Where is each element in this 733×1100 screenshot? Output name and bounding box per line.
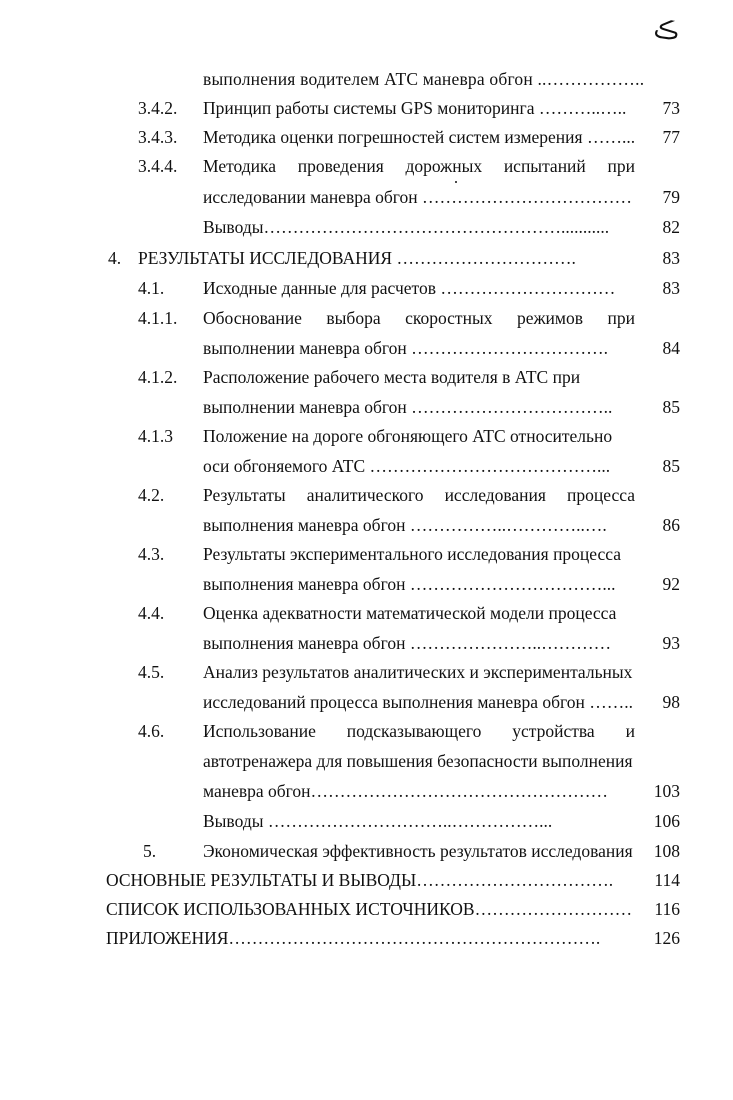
toc-number-4: 4. <box>108 248 122 268</box>
toc-word: скоростных <box>405 308 493 328</box>
toc-page-4: 83 <box>662 248 680 268</box>
toc-word: выбора <box>326 308 381 328</box>
toc-word: испытаний <box>503 156 586 176</box>
toc-title-4-6-continuation-2: маневра обгон…………………………………………… <box>203 781 609 801</box>
toc-title-4-5-continuation: исследований процесса выполнения маневра обгон …….. <box>203 692 633 712</box>
toc-title-4-2 <box>203 480 635 510</box>
toc-title-appendices: ПРИЛОЖЕНИЯ………………………………………………………. <box>106 928 601 948</box>
toc-number-4-5: 4.5. <box>138 662 165 682</box>
toc-title-references: СПИСОК ИСПОЛЬЗОВАННЫХ ИСТОЧНИКОВ……………………… <box>106 899 633 919</box>
toc-word: процесса <box>567 485 635 505</box>
toc-title-4-2-continuation: выполнения маневра обгон ……………..…………..…. <box>203 515 607 535</box>
toc-page-3-4-4: 79 <box>662 187 680 207</box>
toc-word: подсказывающего <box>346 721 482 741</box>
toc-word: и <box>625 721 635 741</box>
toc-number-3-4-3: 3.4.3. <box>138 127 178 147</box>
toc-number-4-1-3: 4.1.3 <box>138 426 173 446</box>
toc-word: исследования <box>444 485 546 505</box>
toc-line-3-4-1-continuation: выполнения водителем АТС маневра обгон ..…………….. <box>203 69 645 89</box>
toc-title-4-5: Анализ результатов аналитических и экспериментальных <box>203 662 633 682</box>
toc-page-appendices: 126 <box>653 928 680 948</box>
toc-number-4-6: 4.6. <box>138 721 165 741</box>
toc-word: дорожных <box>405 156 483 176</box>
toc-title-5: Экономическая эффективность результатов исследования <box>203 841 633 861</box>
toc-number-4-2: 4.2. <box>138 485 165 505</box>
toc-page-4-1-1: 84 <box>662 338 680 358</box>
toc-number-3-4-4: 3.4.4. <box>138 156 178 176</box>
toc-page-4-6: 103 <box>653 781 680 801</box>
toc-title-main-results: ОСНОВНЫЕ РЕЗУЛЬТАТЫ И ВЫВОДЫ……………………………. <box>106 870 614 890</box>
toc-word: Результаты <box>203 485 286 505</box>
toc-title-4-6-continuation-1: автотренажера для повышения безопасности выполнения <box>203 751 633 771</box>
toc-title-4-3-continuation: выполнения маневра обгон ……………………………... <box>203 574 616 594</box>
toc-word: устройства <box>512 721 595 741</box>
toc-word: Использование <box>203 721 316 741</box>
toc-title-4-1-2-continuation: выполнении маневра обгон …………………………….. <box>203 397 613 417</box>
toc-title-4-1-1-continuation: выполнении маневра обгон ……………………………. <box>203 338 609 358</box>
toc-word: при <box>607 156 635 176</box>
toc-number-4-3: 4.3. <box>138 544 165 564</box>
toc-word: режимов <box>516 308 583 328</box>
toc-title-4-1-2: Расположение рабочего места водителя в АТС при <box>203 367 581 387</box>
toc-page-4-2: 86 <box>662 515 680 535</box>
toc-word: Методика <box>203 156 277 176</box>
toc-title-4-6 <box>203 716 635 746</box>
toc-word: проведения <box>297 156 384 176</box>
toc-number-4-1: 4.1. <box>138 278 165 298</box>
toc-page-conclusions-3: 82 <box>662 217 680 237</box>
toc-page-4-1-2: 85 <box>662 397 680 417</box>
toc-page-4-1-3: 85 <box>662 456 680 476</box>
toc-title-4: РЕЗУЛЬТАТЫ ИССЛЕДОВАНИЯ …………………………. <box>138 248 576 268</box>
toc-title-conclusions-3: Выводы……………………………………………........... <box>203 217 610 237</box>
toc-title-4-1-3: Положение на дороге обгоняющего АТС относительно <box>203 426 613 446</box>
toc-title-3-4-2: Принцип работы системы GPS мониторинга ………..….. <box>203 98 627 118</box>
toc-title-4-4: Оценка адекватности математической модели процесса <box>203 603 617 623</box>
toc-word: аналитического <box>306 485 424 505</box>
toc-page-3-4-3: 77 <box>662 127 680 147</box>
toc-number-3-4-2: 3.4.2. <box>138 98 178 118</box>
toc-title-4-3: Результаты экспериментального исследования процесса <box>203 544 622 564</box>
toc-page-conclusions-4: 106 <box>653 811 680 831</box>
toc-page-3-4-2: 73 <box>662 98 680 118</box>
toc-title-3-4-4-continuation: исследовании маневра обгон ……………………………… <box>203 187 632 207</box>
toc-number-4-4: 4.4. <box>138 603 165 623</box>
toc-page-4-4: 93 <box>662 633 680 653</box>
handwritten-page-mark: ڪ <box>652 14 682 46</box>
toc-title-4-1-1 <box>203 303 635 333</box>
toc-title-3-4-3: Методика оценки погрешностей систем измерения ……... <box>203 127 636 147</box>
toc-page-4-3: 92 <box>662 574 680 594</box>
toc-title-conclusions-4: Выводы …………………………..……………... <box>203 811 553 831</box>
toc-page-main-results: 114 <box>654 870 680 890</box>
toc-title-3-4-4 <box>203 151 635 181</box>
toc-page-4-5: 98 <box>662 692 680 712</box>
toc-title-4-1-3-continuation: оси обгоняемого АТС …………………………………... <box>203 456 611 476</box>
toc-title-4-4-continuation: выполнения маневра обгон …………………..………… <box>203 633 612 653</box>
toc-word: Обоснование <box>203 308 302 328</box>
toc-title-4-1: Исходные данные для расчетов ………………………… <box>203 278 616 298</box>
toc-page-5: 108 <box>653 841 680 861</box>
toc-number-4-1-1: 4.1.1. <box>138 308 178 328</box>
toc-word: при <box>607 308 635 328</box>
toc-page-references: 116 <box>654 899 680 919</box>
toc-number-5: 5. <box>143 841 157 861</box>
toc-page-4-1: 83 <box>662 278 680 298</box>
toc-number-4-1-2: 4.1.2. <box>138 367 178 387</box>
